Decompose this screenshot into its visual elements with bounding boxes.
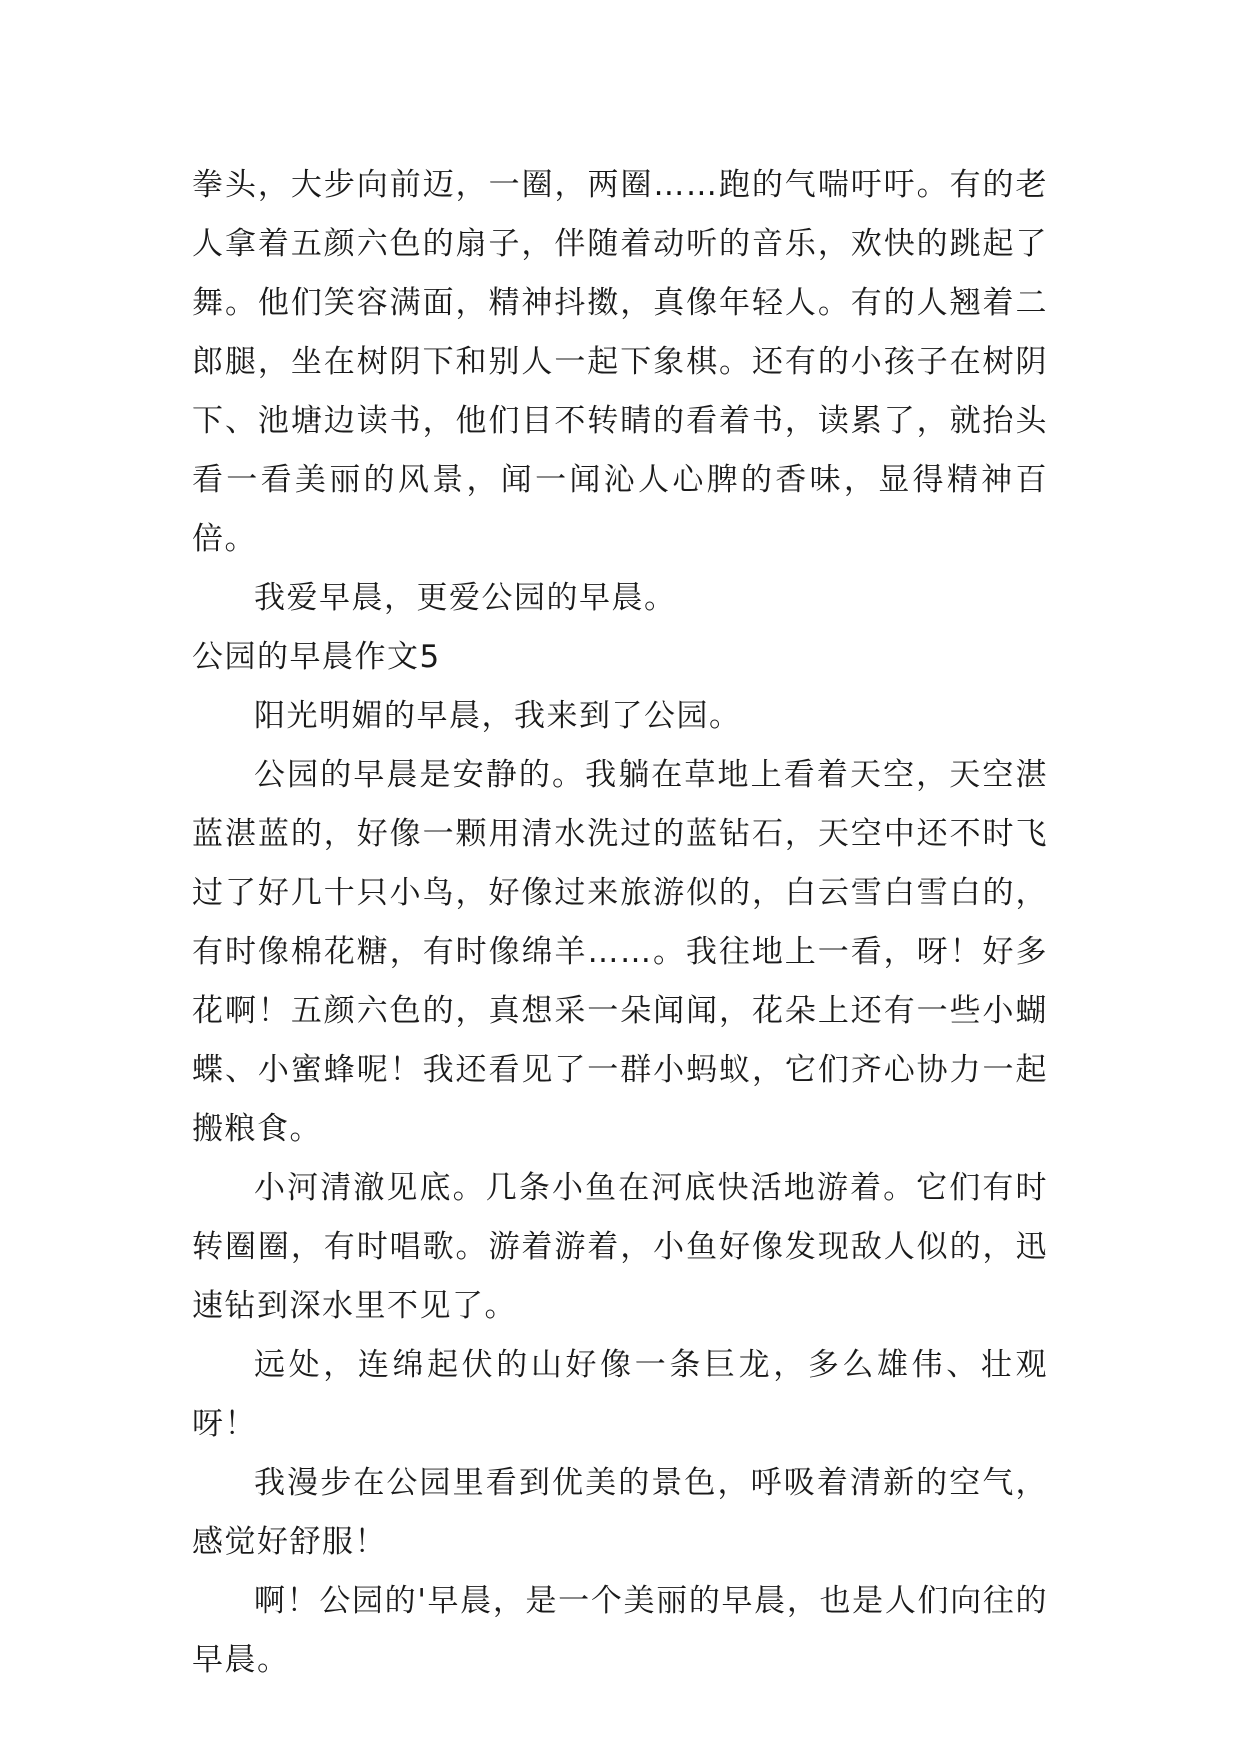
paragraph-stroll: 我漫步在公园里看到优美的景色，呼吸着清新的空气，感觉好舒服！ bbox=[192, 1465, 1048, 1560]
essay-title: 公园的早晨作文5 bbox=[192, 639, 441, 675]
paragraph-sunny-morning: 阳光明媚的早晨，我来到了公园。 bbox=[254, 698, 742, 734]
paragraph-quiet-park: 公园的早晨是安静的。我躺在草地上看着天空，天空湛蓝湛蓝的，好像一颗用清水洗过的蓝钻石，天空中还不时飞过了好几十只小鸟，好像过来旅游似的，白云雪白雪白的，有时像棉花糖，有时像绵羊……。我往地上一看，呀！好多花啊！五颜六色的，真想采一朵闻闻，花朵上还有一些小蝴蝶、小蜜蜂呢！我还看见了一群小蚂蚁，它们齐心协力一起搬粮食。 bbox=[192, 757, 1048, 1147]
paragraph-closing: 啊！公园的'早晨，是一个美丽的早晨，也是人们向往的早晨。 bbox=[192, 1583, 1048, 1678]
paragraph-river: 小河清澈见底。几条小鱼在河底快活地游着。它们有时转圈圈，有时唱歌。游着游着，小鱼好像发现敌人似的，迅速钻到深水里不见了。 bbox=[192, 1170, 1048, 1324]
paragraph-love-morning: 我爱早晨，更爱公园的早晨。 bbox=[254, 580, 677, 616]
paragraph-continuation: 拳头，大步向前迈，一圈，两圈……跑的气喘吁吁。有的老人拿着五颜六色的扇子，伴随着动听的音乐，欢快的跳起了舞。他们笑容满面，精神抖擞，真像年轻人。有的人翘着二郎腿，坐在树阴下和别人一起下象棋。还有的小孩子在树阴下、池塘边读书，他们目不转睛的看着书，读累了，就抬头看一看美丽的风景，闻一闻沁人心脾的香味，显得精神百倍。 bbox=[192, 167, 1048, 557]
paragraph-mountains: 远处，连绵起伏的山好像一条巨龙，多么雄伟、壮观呀！ bbox=[192, 1347, 1048, 1442]
document-body bbox=[192, 156, 1048, 1690]
